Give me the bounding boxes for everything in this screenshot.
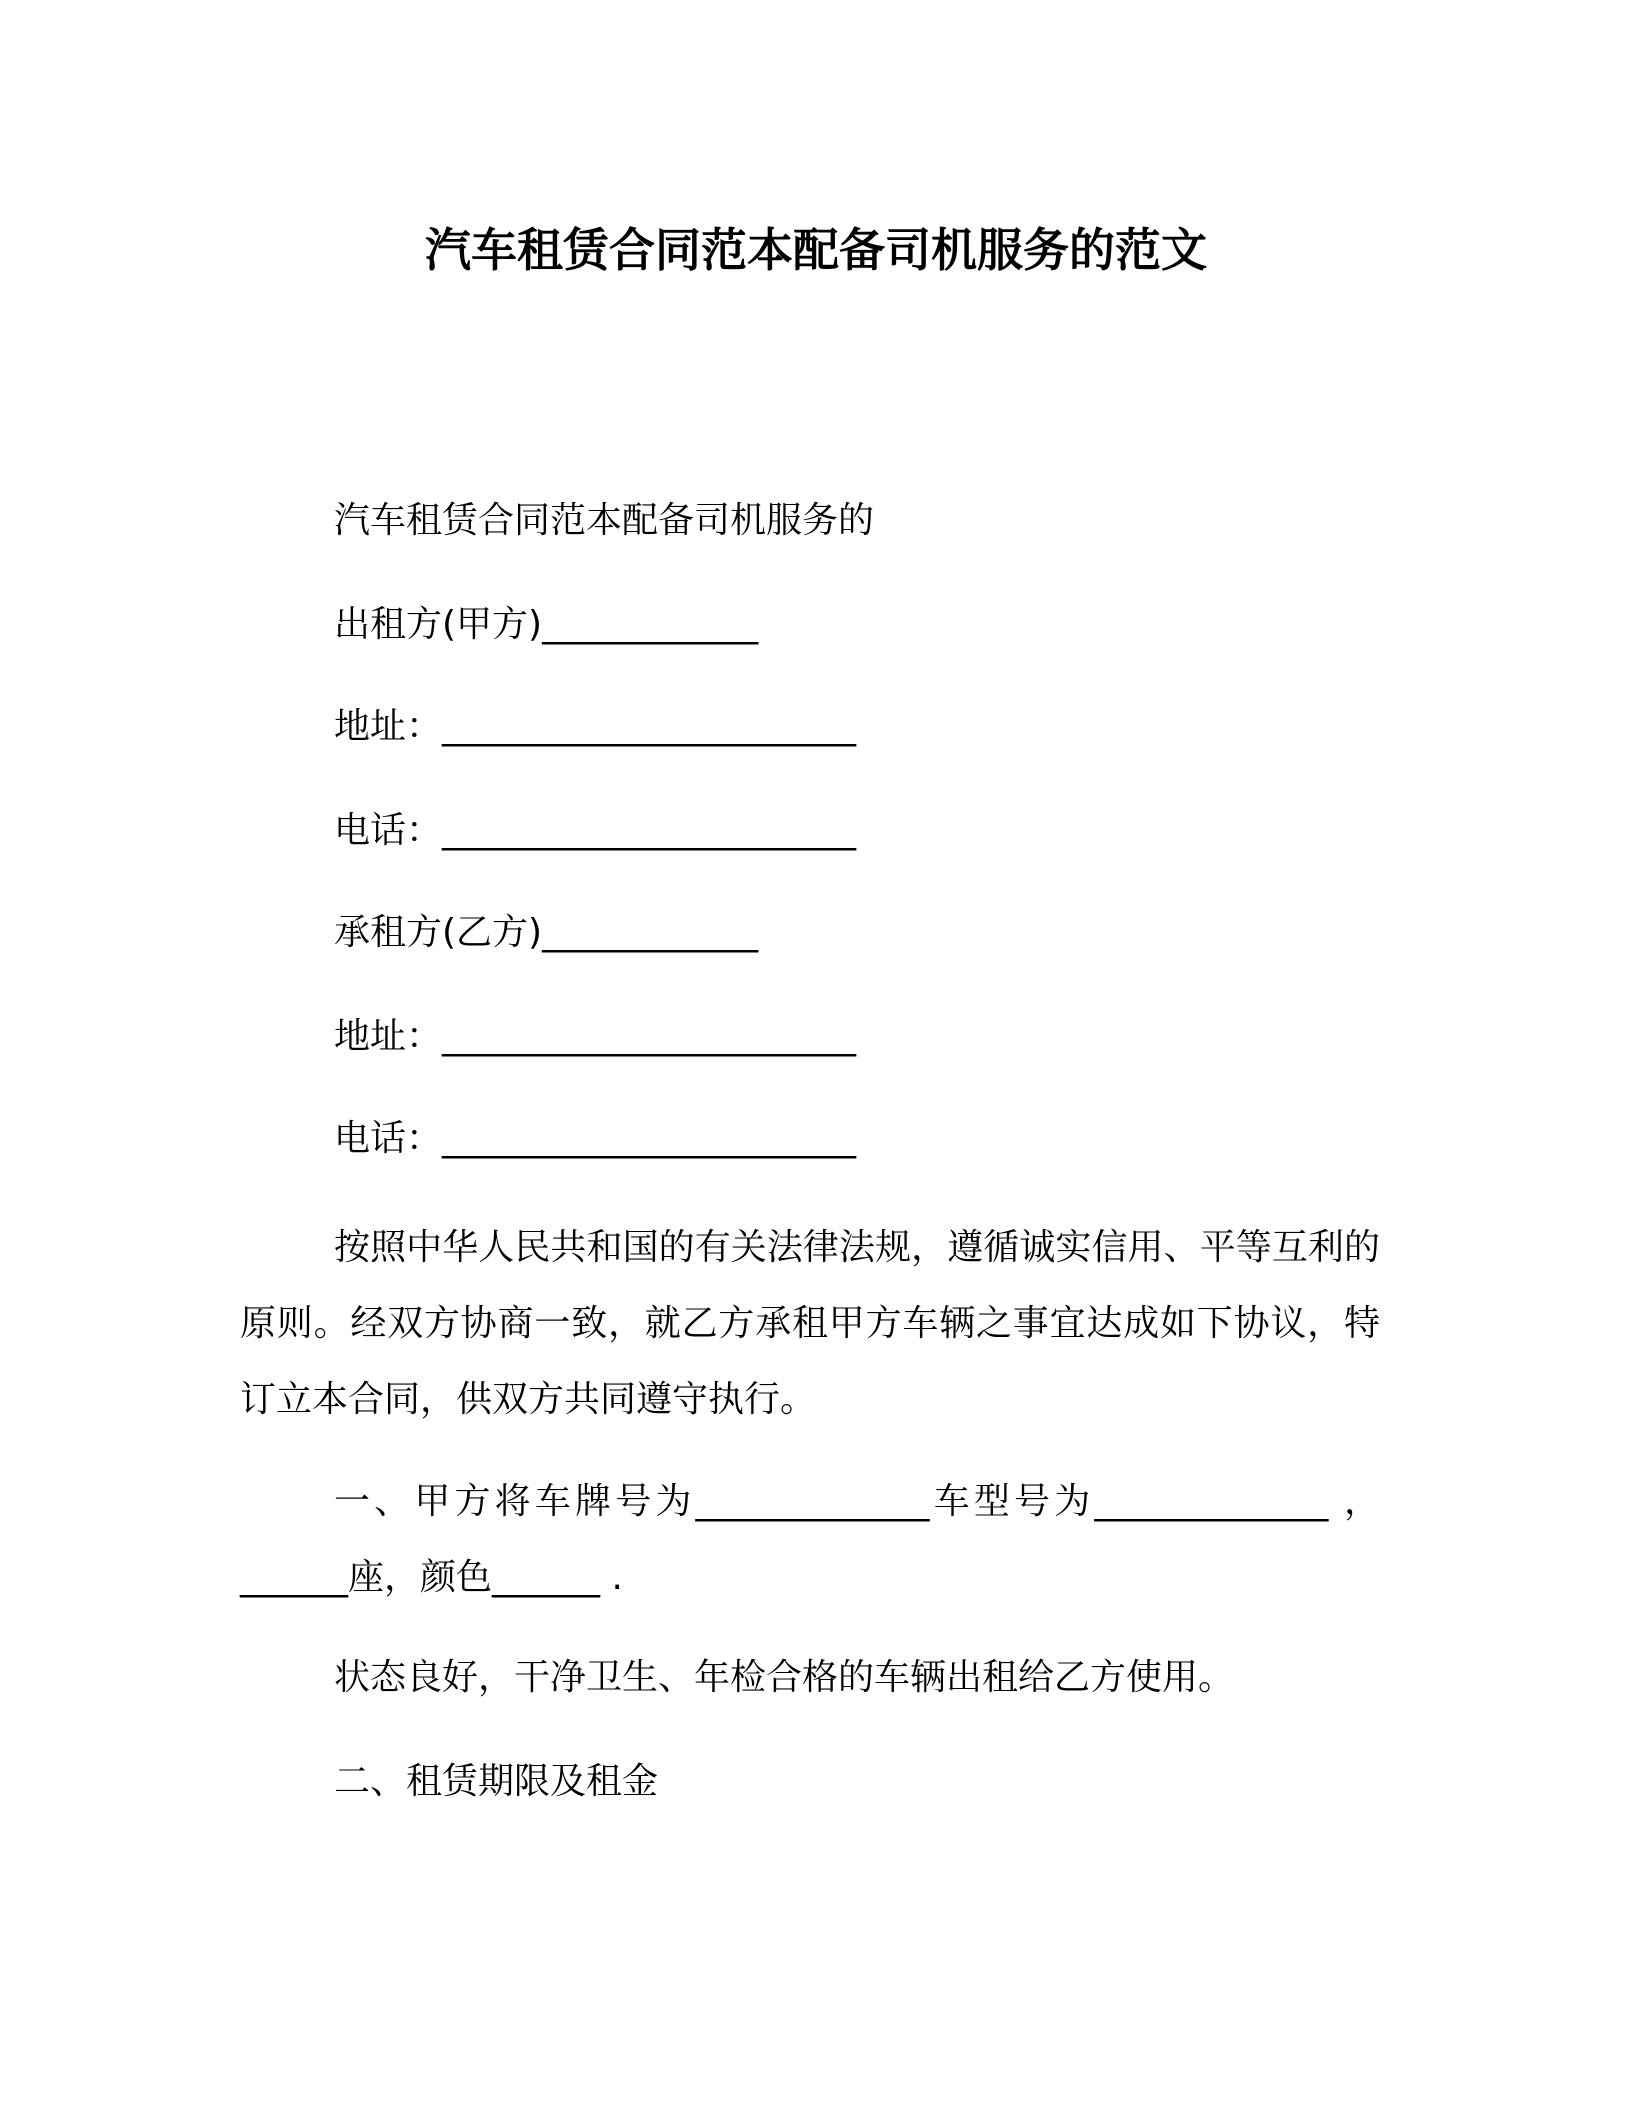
party-b-lessee-line: 承租方(乙方)____________ xyxy=(334,912,759,953)
party-b-phone-line: 电话：_______________________ xyxy=(334,1118,857,1159)
party-a-address-line: 地址：_______________________ xyxy=(334,706,857,747)
document-title: 汽车租赁合同范本配备司机服务的范文 xyxy=(425,223,1207,277)
clause-1-paragraph: 一、甲方将车牌号为_____________车型号为_____________ ，______座，颜色______ . xyxy=(240,1481,1380,1598)
party-b-address-line: 地址：_______________________ xyxy=(334,1016,857,1057)
preamble-paragraph: 按照中华人民共和国的有关法律法规，遵循诚实信用、平等互利的原则。经双方协商一致，就乙方承租甲方车辆之事宜达成如下协议，特订立本合同，供双方共同遵守执行。 xyxy=(240,1227,1380,1420)
document-subtitle: 汽车租赁合同范本配备司机服务的 xyxy=(334,500,875,541)
clause-2-heading: 二、租赁期限及租金 xyxy=(334,1761,659,1802)
clause-1-continuation: 状态良好，干净卫生、年检合格的车辆出租给乙方使用。 xyxy=(334,1657,1235,1698)
party-a-lessor-line: 出租方(甲方)____________ xyxy=(334,604,759,645)
party-a-phone-line: 电话：_______________________ xyxy=(334,810,857,851)
